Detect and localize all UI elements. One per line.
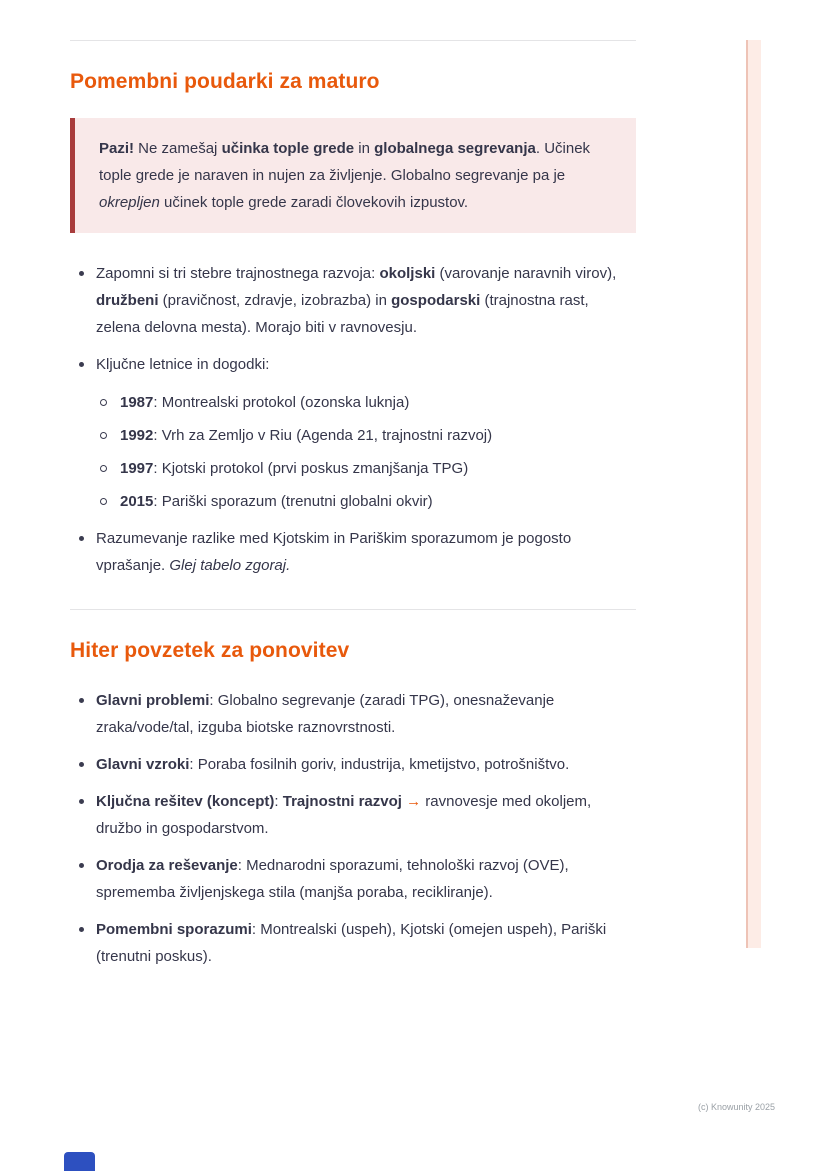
- top-divider: [70, 40, 636, 41]
- timeline-sublist: [96, 389, 636, 515]
- text-segment: Glavni vzroki: [96, 756, 190, 773]
- text-segment: Ne zamešaj: [134, 140, 222, 157]
- text-segment: : Montrealski (uspeh), Kjotski (omejen uspeh), Pariški (trenutni poskus).: [96, 921, 607, 965]
- summary-item-causes: [70, 751, 636, 778]
- text-segment: okrepljen: [99, 194, 160, 211]
- text-segment: :: [274, 793, 283, 810]
- text-segment: 1987: [120, 394, 154, 411]
- text-segment: : Mednarodni sporazumi, tehnološki razvoj (OVE), sprememba življenjskega stila (manjša poraba, recikliranje).: [96, 857, 569, 901]
- text-segment: : Globalno segrevanje (zaradi TPG), onesnaževanje zraka/vode/tal, izguba biotske raznovrstnosti.: [96, 692, 555, 736]
- text-segment: Razumevanje razlike med Kjotskim in Pariškim sporazumom je pogosto vprašanje.: [96, 530, 572, 574]
- text-segment: Orodja za reševanje: [96, 857, 238, 874]
- text-segment: ravnovesje med okoljem, družbo in gospodarstvom.: [96, 793, 592, 837]
- text-segment: 2015: [120, 493, 154, 510]
- timeline-item-1987: [96, 389, 636, 416]
- summary-list: [70, 687, 636, 970]
- text-segment: Pazi!: [99, 140, 135, 157]
- mid-divider: [70, 609, 636, 610]
- text-segment: gospodarski: [391, 292, 481, 309]
- page-edge-strip: [746, 40, 761, 948]
- list-item-pillars: [70, 260, 636, 341]
- timeline-item-2015: [96, 488, 636, 515]
- text-segment: (trajnostna rast, zelena delovna mesta). Morajo biti v ravnovesju.: [96, 292, 589, 336]
- text-segment: →: [401, 793, 426, 810]
- text-segment: Glavni problemi: [96, 692, 210, 709]
- next-page-corner: [64, 1152, 95, 1171]
- summary-item-problems: [70, 687, 636, 741]
- text-segment: učinka tople grede: [221, 140, 355, 157]
- summary-item-solution: [70, 788, 636, 842]
- text-segment: okoljski: [379, 265, 436, 282]
- summary-item-agreements: [70, 916, 636, 970]
- timeline-item-1992: [96, 422, 636, 449]
- text-segment: . Učinek tople grede je naraven in nujen za življenje. Globalno segrevanje pa je: [99, 140, 591, 184]
- text-segment: Trajnostni razvoj: [282, 793, 402, 810]
- warning-callout: [70, 118, 636, 233]
- text-segment: 1992: [120, 427, 154, 444]
- text-segment: globalnega segrevanja: [374, 140, 536, 157]
- text-segment: (varovanje naravnih virov),: [435, 265, 617, 282]
- section-2-heading: Hiter povzetek za ponovitev: [70, 639, 350, 662]
- text-segment: Pomembni sporazumi: [96, 921, 252, 938]
- summary-item-tools: [70, 852, 636, 906]
- key-points-list: [70, 260, 636, 579]
- text-segment: in: [354, 140, 375, 157]
- copyright-text: (c) Knowunity 2025: [697, 1102, 775, 1112]
- timeline-item-1997: [96, 455, 636, 482]
- text-segment: Zapomni si tri stebre trajnostnega razvoja:: [96, 265, 380, 282]
- text-segment: (pravičnost, zdravje, izobrazba) in: [158, 292, 392, 309]
- text-segment: : Pariški sporazum (trenutni globalni okvir): [153, 493, 433, 510]
- text-segment: : Kjotski protokol (prvi poskus zmanjšanja TPG): [153, 460, 469, 477]
- text-segment: : Montrealski protokol (ozonska luknja): [153, 394, 410, 411]
- text-segment: : Poraba fosilnih goriv, industrija, kmetijstvo, potrošništvo.: [189, 756, 570, 773]
- warning-callout-text: [99, 135, 614, 216]
- text-segment: Glej tabelo zgoraj.: [169, 557, 291, 574]
- list-item-comparison-note: [70, 525, 636, 579]
- text-segment: Ključne letnice in dogodki:: [96, 356, 270, 373]
- text-segment: : Vrh za Zemljo v Riu (Agenda 21, trajnostni razvoj): [153, 427, 493, 444]
- key-dates-label: [96, 356, 269, 373]
- list-item-key-dates: [70, 351, 636, 515]
- text-segment: učinek tople grede zaradi človekovih izpustov.: [159, 194, 469, 211]
- text-segment: 1997: [120, 460, 154, 477]
- text-segment: Ključna rešitev (koncept): [96, 793, 275, 810]
- page-content: [70, 0, 636, 980]
- section-1-heading: Pomembni poudarki za maturo: [70, 70, 380, 93]
- text-segment: družbeni: [96, 292, 159, 309]
